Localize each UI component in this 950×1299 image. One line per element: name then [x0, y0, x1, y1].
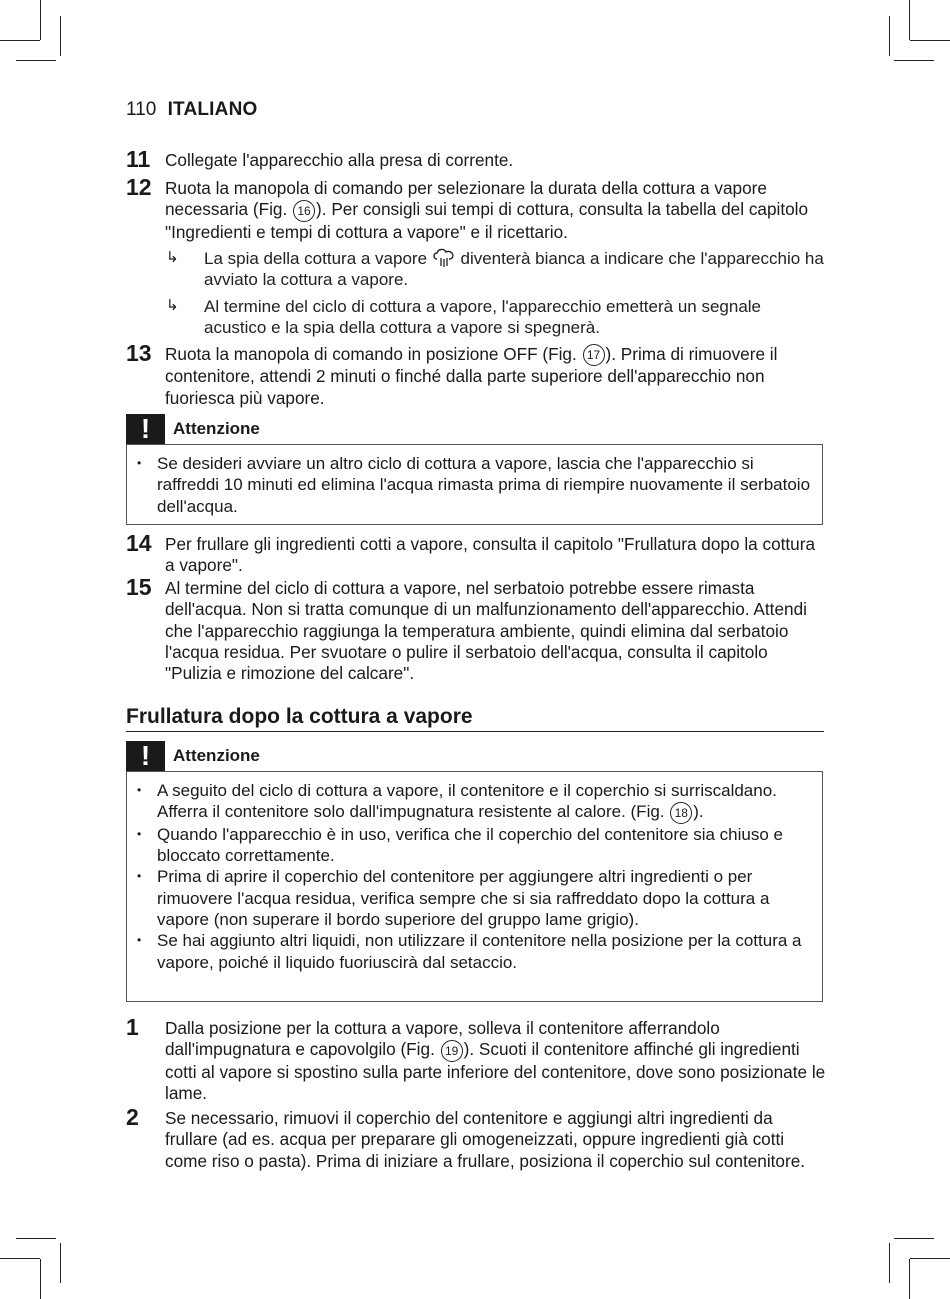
caution-item: • A seguito del ciclo di cottura a vapore, il contenitore e il coperchio si surriscaldano. Afferra il contenitore solo dall'impugnatura resistente al calore. (Fig. 18 ).: [127, 780, 814, 824]
result-text: La spia della cottura a vapore diventerà bianca a indicare che l'apparecchio ha avviato la cottura a vapore.: [204, 249, 824, 290]
crop-mark: [16, 1238, 56, 1239]
crop-mark: [60, 16, 61, 56]
step-text: Al termine del ciclo di cottura a vapore, nel serbatoio potrebbe essere rimasta dell'acqua. Non si tratta comunque di un malfunzionamento dell'apparecchio. Attendi che l'apparecchio raggiunga la temperatura ambiente, quindi elimina dal serbatoio l'acqua residua. Per svuotare o pulire il serbatoio dell'acqua, consulta il capitolo "Pulizia e rimozione del calcare".: [165, 578, 807, 684]
figure-ref: 19: [441, 1040, 463, 1062]
crop-mark: [894, 1238, 934, 1239]
step-item: [126, 1104, 826, 1172]
crop-mark: [894, 60, 934, 61]
step-number: 2: [126, 1104, 139, 1130]
page-number: 110: [126, 99, 157, 120]
crop-mark: [910, 40, 950, 41]
caution-item: • Quando l'apparecchio è in uso, verifica che il coperchio del contenitore sia chiuso e bloccato correttamente.: [127, 824, 814, 867]
step-item: [126, 574, 826, 684]
step-number: 13: [126, 340, 152, 366]
result-text: Al termine del ciclo di cottura a vapore, l'apparecchio emetterà un segnale acustico e la spia della cottura a vapore si spegnerà.: [204, 297, 761, 338]
crop-mark: [909, 0, 910, 40]
crop-mark: [40, 0, 41, 40]
caution-label: Attenzione: [173, 746, 260, 765]
result-arrow-icon: ↳: [166, 297, 179, 314]
crop-mark: [40, 1259, 41, 1299]
step-item: [126, 1014, 826, 1104]
step-item: [126, 174, 826, 243]
step-text: Per frullare gli ingredienti cotti a vapore, consulta il capitolo "Frullatura dopo la cottura a vapore".: [165, 534, 816, 576]
crop-mark: [909, 1259, 910, 1299]
crop-mark: [60, 1243, 61, 1283]
step-item: [126, 340, 826, 409]
step-number: 11: [126, 146, 151, 172]
figure-ref: 17: [583, 344, 605, 366]
section-title: Frullatura dopo la cottura a vapore: [126, 705, 473, 728]
caution-header: [126, 414, 823, 444]
crop-mark: [0, 1258, 40, 1259]
caution-item: • Prima di aprire il coperchio del contenitore per aggiungere altri ingredienti o per rimuovere l'acqua residua, verifica sempre che si sia raffreddato dopo la cottura a vapore (non superare il bordo superiore del gruppo lame grigio).: [127, 866, 814, 930]
step-number: 12: [126, 174, 152, 200]
figure-ref: 16: [293, 200, 315, 222]
warning-icon: !: [126, 741, 165, 771]
step-text: Collegate l'apparecchio alla presa di corrente.: [165, 150, 514, 170]
caution-item: • Se desideri avviare un altro ciclo di cottura a vapore, lascia che l'apparecchio si raffreddi 10 minuti ed elimina l'acqua rimasta prima di riempire nuovamente il serbatoio dell'acqua.: [127, 453, 814, 517]
crop-mark: [16, 60, 56, 61]
result-item: [166, 248, 826, 291]
section-divider: [126, 731, 824, 732]
warning-icon: !: [126, 414, 165, 444]
language-label: ITALIANO: [167, 99, 258, 120]
step-number: 14: [126, 530, 152, 556]
step-number: 15: [126, 574, 152, 600]
figure-ref: 18: [670, 802, 692, 824]
step-number: 1: [126, 1014, 139, 1040]
crop-mark: [889, 1243, 890, 1283]
step-text: Se necessario, rimuovi il coperchio del contenitore e aggiungi altri ingredienti da frullare (ad es. acqua per preparare gli omogeneizzati, oppure ingredienti già cotti come riso o pasta). Prima di iniziare a frullare, posiziona il coperchio sul contenitore.: [165, 1108, 806, 1171]
caution-item: • Se hai aggiunto altri liquidi, non utilizzare il contenitore nella posizione per la cottura a vapore, poiché il liquido fuoriuscirà dal setaccio.: [127, 930, 814, 973]
caution-box: [126, 444, 823, 525]
result-item: [166, 296, 826, 339]
result-arrow-icon: ↳: [166, 249, 179, 266]
step-text: Dalla posizione per la cottura a vapore, solleva il contenitore afferrandolo dall'impugnatura e capovolgilo (Fig. 19 ). Scuoti il contenitore affinché gli ingredienti cotti al vapore si spostino sulla parte inferiore del contenitore, dove sono posizionate le lame.: [165, 1018, 826, 1104]
step-text: Ruota la manopola di comando in posizione OFF (Fig. 17 ). Prima di rimuovere il contenitore, attendi 2 minuti o finché dalla parte superiore dell'apparecchio non fuoriesca più vapore.: [165, 344, 778, 408]
page-header: [126, 99, 257, 121]
caution-box: [126, 771, 823, 1002]
crop-mark: [889, 16, 890, 56]
step-item: [126, 530, 826, 577]
crop-mark: [0, 40, 40, 41]
step-text: Ruota la manopola di comando per selezionare la durata della cottura a vapore necessaria (Fig. 16 ). Per consigli sui tempi di cottura, consulta la tabella del capitolo "Ingredienti e tempi di cottura a vapore" e il ricettario.: [165, 178, 809, 242]
crop-mark: [910, 1258, 950, 1259]
caution-header: [126, 741, 823, 771]
steam-icon: [432, 248, 456, 268]
caution-label: Attenzione: [173, 419, 260, 438]
step-item: [126, 146, 826, 172]
